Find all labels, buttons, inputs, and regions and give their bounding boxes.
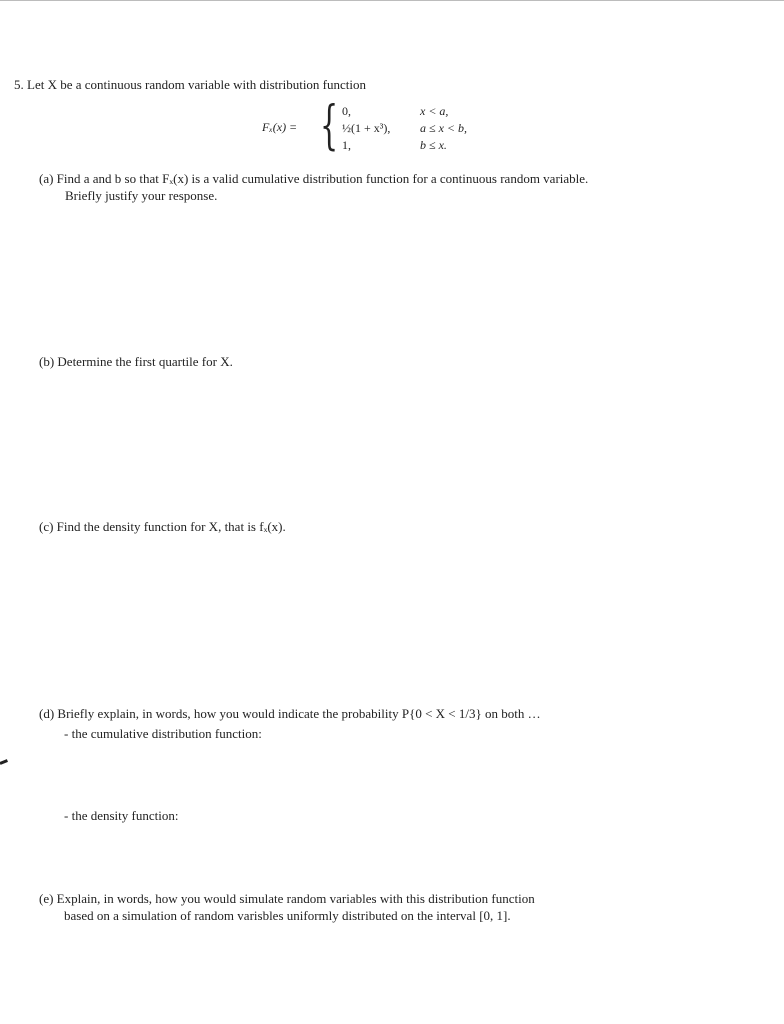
margin-pen-mark (0, 759, 8, 765)
part-d-cdf-item: - the cumulative distribution function: (64, 726, 262, 741)
part-a-line-2: Briefly justify your response. (65, 188, 218, 203)
question-intro: 5. Let X be a continuous random variable with distribution function (14, 77, 367, 92)
case-value-1: ½(1 + x³), (342, 121, 391, 135)
case-condition-2: b ≤ x. (420, 138, 447, 152)
part-e-line-2: based on a simulation of random varisbles uniformly distributed on the interval [0, 1]. (64, 908, 511, 923)
part-d-pdf-item: - the density function: (64, 808, 179, 823)
part-e-line-1: (e) Explain, in words, how you would simulate random variables with this distribution function (39, 891, 535, 906)
left-brace: { (320, 96, 339, 156)
part-b: (b) Determine the first quartile for X. (39, 354, 233, 369)
part-d-prompt: (d) Briefly explain, in words, how you would indicate the probability P{0 < X < 1/3} on both … (39, 706, 541, 721)
formula-lhs: Fₓ(x) = (262, 120, 298, 134)
part-c: (c) Find the density function for X, that is fₓ(x). (39, 519, 286, 534)
case-condition-1: a ≤ x < b, (420, 121, 468, 135)
case-value-0: 0, (342, 104, 351, 118)
case-condition-0: x < a, (420, 104, 449, 118)
part-a-line-1: (a) Find a and b so that Fₓ(x) is a valid cumulative distribution function for a continuous random variable. (39, 171, 589, 186)
top-border (0, 0, 784, 1)
case-value-2: 1, (342, 138, 351, 152)
